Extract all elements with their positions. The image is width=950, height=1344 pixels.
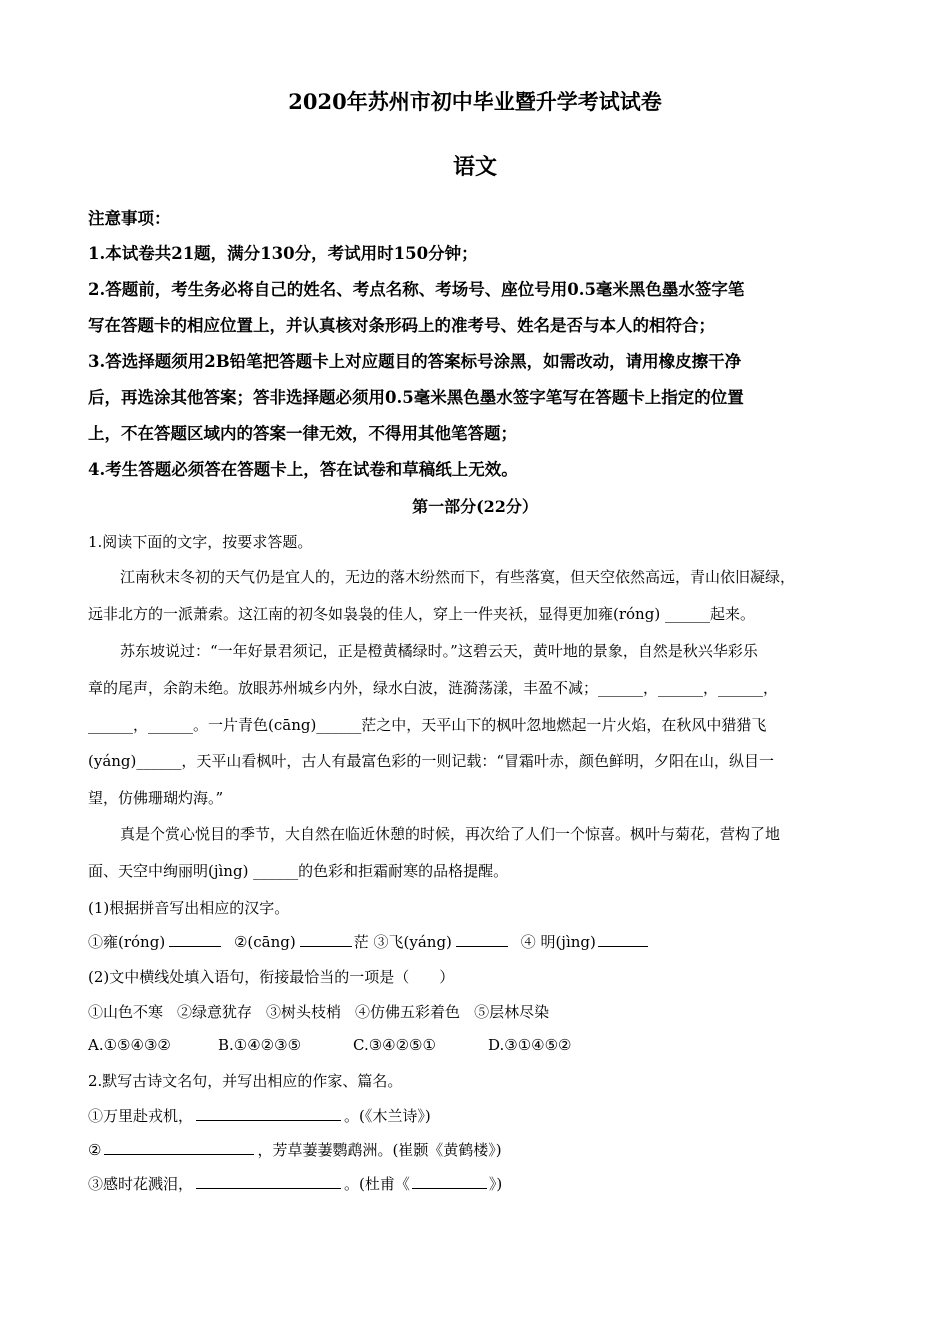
- passage-line-2: 远非北方的一派萧索。这江南的初冬如袅袅的佳人，穿上一件夹袄，显得更加雍(róng) ______起来。: [88, 605, 755, 623]
- answer-blank-cang[interactable]: [300, 932, 352, 947]
- passage-line-3: 苏东坡说过：“一年好景君须记，正是橙黄橘绿时。”这碧云天，黄叶地的景象，自然是秋兴华彩乐: [120, 642, 758, 660]
- item-jing: ④ 明(jìng): [520, 933, 596, 951]
- recite-1-post: 。(《木兰诗》): [344, 1107, 431, 1125]
- phrase-2: ②绿意犹存: [177, 1003, 253, 1021]
- recite-3-title-blank[interactable]: [412, 1174, 487, 1189]
- recite-3-blank[interactable]: [196, 1174, 341, 1189]
- answer-blank-rong[interactable]: [169, 932, 221, 947]
- part-heading: 第一部分(22分）: [412, 497, 538, 516]
- item-cang: ②(cāng): [233, 933, 296, 951]
- choice-b[interactable]: B.①④②③⑤: [218, 1036, 302, 1054]
- item-yang: ③飞(yáng): [373, 933, 452, 951]
- recite-3-post: 。(杜甫《: [344, 1175, 410, 1193]
- item-rong: ①雍(róng): [88, 933, 166, 951]
- phrase-1: ①山色不寒: [88, 1003, 164, 1021]
- notice-line-1: 1.本试卷共21题，满分130分，考试用时150分钟；: [88, 244, 478, 263]
- recite-3-pre: ③感时花溅泪，: [88, 1175, 194, 1193]
- phrase-3: ③树头枝梢: [266, 1003, 342, 1021]
- passage-line-5: ______，______。一片青色(cāng)______茫之中，天平山下的枫叶忽地燃起一片火焰，在秋风中猎猎飞: [88, 716, 767, 734]
- subquestion-2-prompt: (2)文中横线处填入语句，衔接最恰当的一项是（ ）: [88, 968, 455, 986]
- passage-line-6: (yáng)______，天平山看枫叶，古人有最富色彩的一则记载：“冒霜叶赤，颜色鲜明，夕阳在山，纵目一: [88, 752, 775, 770]
- notice-heading: 注意事项：: [88, 209, 171, 228]
- notice-line-7: 4.考生答题必须答在答题卡上，答在试卷和草稿纸上无效。: [88, 460, 518, 479]
- passage-line-8: 真是个赏心悦目的季节，大自然在临近休憩的时候，再次给了人们一个惊喜。枫叶与菊花，营构了地: [120, 825, 781, 843]
- phrase-5: ⑤层林尽染: [474, 1003, 550, 1021]
- notice-line-3: 写在答题卡的相应位置上，并认真核对条形码上的准考号、姓名是否与本人的相符合；: [88, 316, 715, 335]
- passage-line-7: 望，仿佛珊瑚灼海。”: [88, 789, 224, 807]
- subject-title: 语文: [452, 154, 497, 180]
- passage-line-1: 江南秋末冬初的天气仍是宜人的，无边的落木纷然而下，有些落寞，但天空依然高远，青山依旧凝绿，: [120, 568, 796, 586]
- question-2-prompt: 2.默写古诗文名句，并写出相应的作家、篇名。: [88, 1072, 403, 1090]
- notice-line-2: 2.答题前，考生务必将自己的姓名、考点名称、考场号、座位号用0.5毫米黑色墨水签字笔: [88, 280, 745, 299]
- subquestion-1-items: [88, 931, 648, 952]
- phrase-4: ④仿佛五彩着色: [355, 1003, 461, 1021]
- recite-2-blank[interactable]: [104, 1140, 254, 1155]
- choice-list: [88, 1036, 572, 1054]
- recite-2-post: ，芳草萋萋鹦鹉洲。(崔颢《黄鹤楼》): [257, 1141, 502, 1159]
- choice-d[interactable]: D.③①④⑤②: [488, 1036, 572, 1054]
- notice-line-5: 后，再选涂其他答案；答非选择题必须用0.5毫米黑色墨水签字笔写在答题卡上指定的位置: [88, 388, 744, 407]
- recite-1-pre: ①万里赴戎机，: [88, 1107, 194, 1125]
- recite-3-post2: 》): [488, 1175, 503, 1193]
- answer-blank-yang[interactable]: [456, 932, 508, 947]
- question-1-prompt: 1.阅读下面的文字，按要求答题。: [88, 533, 313, 551]
- recite-1-blank[interactable]: [196, 1106, 341, 1121]
- passage-line-4: 章的尾声，余韵未绝。放眼苏州城乡内外，绿水白波，涟漪荡漾，丰盈不减；______，______，______，: [88, 679, 779, 697]
- notice-line-6: 上，不在答题区域内的答案一律无效，不得用其他笔答题；: [88, 424, 517, 443]
- passage-line-9: 面、天空中绚丽明(jìng) ______的色彩和拒霜耐寒的品格提醒。: [88, 862, 509, 880]
- phrase-list: [88, 1001, 549, 1022]
- item-mang: 茫: [353, 933, 369, 951]
- recite-item-3: [88, 1173, 502, 1194]
- exam-title: 2020年苏州市初中毕业暨升学考试试卷: [288, 89, 662, 114]
- subquestion-1-prompt: (1)根据拼音写出相应的汉字。: [88, 899, 290, 917]
- answer-blank-jing[interactable]: [598, 932, 648, 947]
- recite-item-2: [88, 1139, 502, 1160]
- recite-item-1: [88, 1105, 431, 1126]
- notice-line-4: 3.答选择题须用2B铅笔把答题卡上对应题目的答案标号涂黑，如需改动，请用橡皮擦干净: [88, 352, 742, 371]
- recite-2-pre: ②: [88, 1141, 102, 1159]
- choice-a[interactable]: A.①⑤④③②: [88, 1036, 171, 1054]
- choice-c[interactable]: C.③④②⑤①: [353, 1036, 436, 1054]
